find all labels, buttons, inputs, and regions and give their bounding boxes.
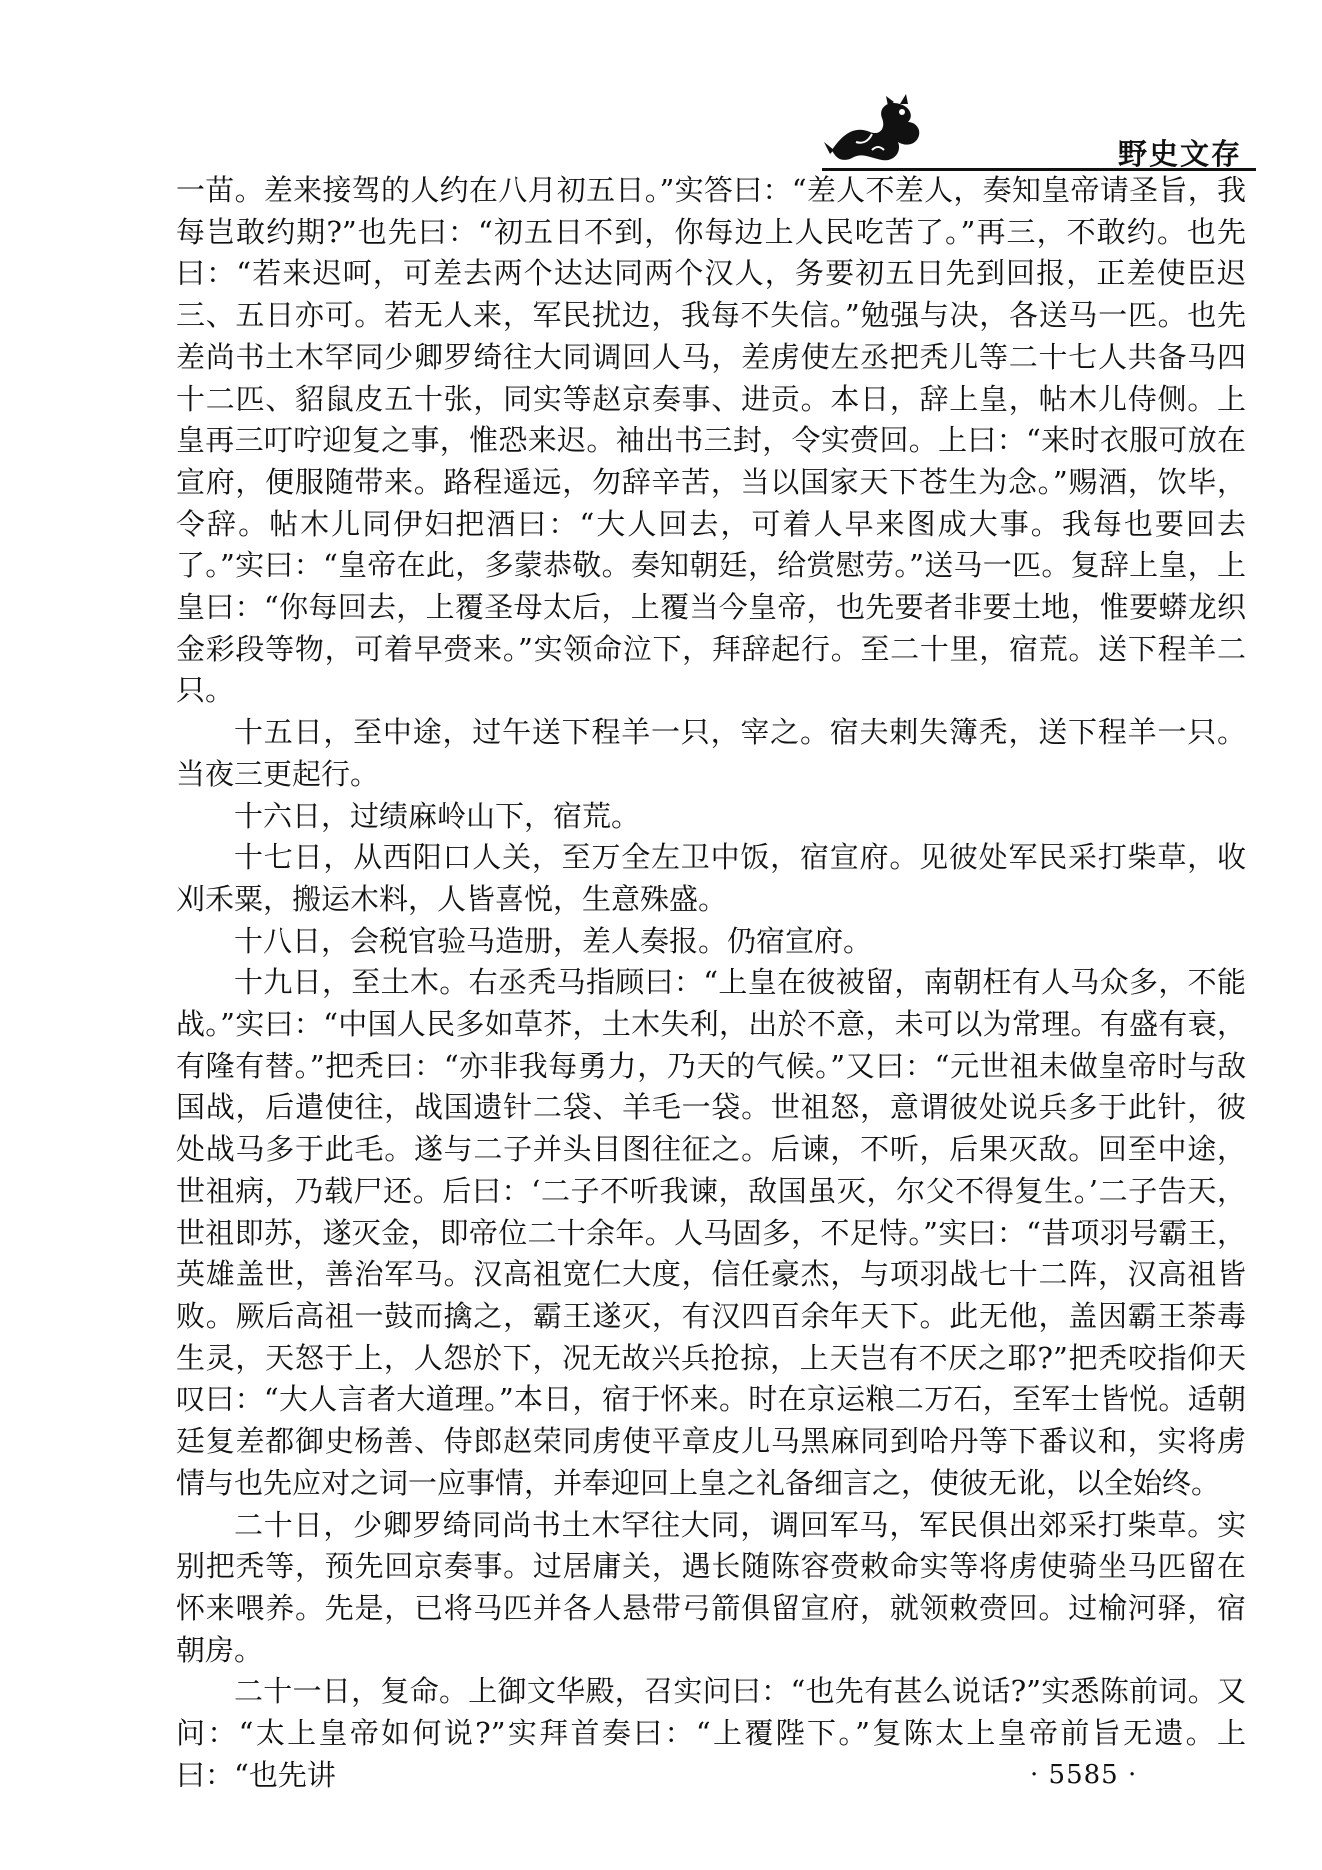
text-paragraph: 十六日，过绩麻岭山下，宿荒。 <box>234 798 641 833</box>
text-paragraph: 二十一日，复命。上御文华殿，召实问曰：“也先有甚么说话?”实悉陈前词。又问：“太上皇帝如何说?”实拜首奏曰：“上覆陛下。”复陈太上皇帝前旨无遗。上曰：“也先讲 <box>176 1674 1246 1792</box>
text-paragraph: 十九日，至土木。右丞秃马指顾曰：“上皇在彼被留，南朝枉有人马众多，不能战。”实曰：“中国人民多如草芥，土木失利，出於不意，未可以为常理。有盛有衰，有隆有替。”把秃曰：“亦非我每勇力，乃天的气候。”又曰：“元世祖未做皇帝时与敌国战，后遣使往，战国遗针二袋、羊毛一袋。世祖怒，意谓彼处说兵多于此针，彼处战马多于此毛。遂与二子并头目图往征之。后谏，不听，后果灭敌。回至中途，世祖病，乃载尸还。后曰：‘二子不听我谏，敌国虽灭，尔父不得复生。’二子告天，世祖即苏，遂灭金，即帝位二十余年。人马固多，不足恃。”实曰：“昔项羽号霸王，英雄盖世，善治军马。汉高祖宽仁大度，信任豪杰，与项羽战七十二阵，汉高祖皆败。厥后高祖一鼓而擒之，霸王遂灭，有汉四百余年天下。此无他，盖因霸王荼毒生灵，天怒于上，人怨於下，况无故兴兵抢掠，上天岂有不厌之耶?”把秃咬指仰天叹曰：“大人言者大道理。”本日，宿于怀来。时在京运粮二万石，至军士皆悦。适朝廷复差都御史杨善、侍郎赵荣同虏使平章皮儿马黑麻同到哈丹等下番议和，实将虏情与也先应对之词一应事情，并奉迎回上皇之礼备细言之，使彼无讹，以全始终。 <box>176 965 1246 1500</box>
page-header <box>0 0 1322 175</box>
main-text <box>176 170 1246 1796</box>
text-paragraph: 十七日，从西阳口人关，至万全左卫中饭，宿宣府。见彼处军民采打柴草，收刈禾粟，搬运木料，人皆喜悦，生意殊盛。 <box>176 840 1246 916</box>
text-paragraph: 二十日，少卿罗绮同尚书土木罕往大同，调回军马，军民俱出郊采打柴草。实别把秃等，预先回京奏事。过居庸关，遇长随陈容赍敕命实等将虏使骑坐马匹留在怀来喂养。先是，已将马匹并各人悬带弓箭俱留宣府，就领敕赍回。过榆河驿，宿朝房。 <box>176 1507 1246 1667</box>
text-paragraph: 十五日，至中途，过午送下程羊一只，宰之。宿夫剌失簿秃，送下程羊一只。当夜三更起行。 <box>176 715 1246 791</box>
text-paragraph: 一苗。差来接驾的人约在八月初五日。”实答曰：“差人不差人，奏知皇帝请圣旨，我每岂敢约期?”也先曰：“初五日不到，你每边上人民吃苦了。”再三，不敢约。也先曰：“若来迟呵，可差去两个达达同两个汉人，务要初五日先到回报，正差使臣迟三、五日亦可。若无人来，军民扰边，我每不失信。”勉强与决，各送马一匹。也先差尚书土木罕同少卿罗绮往大同调回人马，差虏使左丞把秃儿等二十七人共备马四十二匹、貂鼠皮五十张，同实等赵京奏事、进贡。本日，辞上皇，帖木儿侍侧。上皇再三叮咛迎复之事，惟恐来迟。袖出书三封，令实赍回。上曰：“来时衣服可放在宣府，便服随带来。路程遥远，勿辞辛苦，当以国家天下苍生为念。”赐酒，饮毕，令辞。帖木儿同伊妇把酒曰：“大人回去，可着人早来图成大事。我每也要回去了。”实曰：“皇帝在此，多蒙恭敬。奏知朝廷，给赏慰劳。”送马一匹。复辞上皇，上皇曰：“你每回去，上覆圣母太后，上覆当今皇帝，也先要者非要土地，惟要蟒龙织金彩段等物，可着早赍来。”实领命泣下，拜辞起行。至二十里，宿荒。送下程羊二只。 <box>176 173 1246 708</box>
page-number: · 5585 · <box>1030 1760 1138 1790</box>
series-title: 野史文存 <box>1117 137 1242 171</box>
dragon-emblem-icon <box>822 92 932 168</box>
text-paragraph: 十八日，会税官验马造册，差人奏报。仍宿宣府。 <box>234 923 873 958</box>
